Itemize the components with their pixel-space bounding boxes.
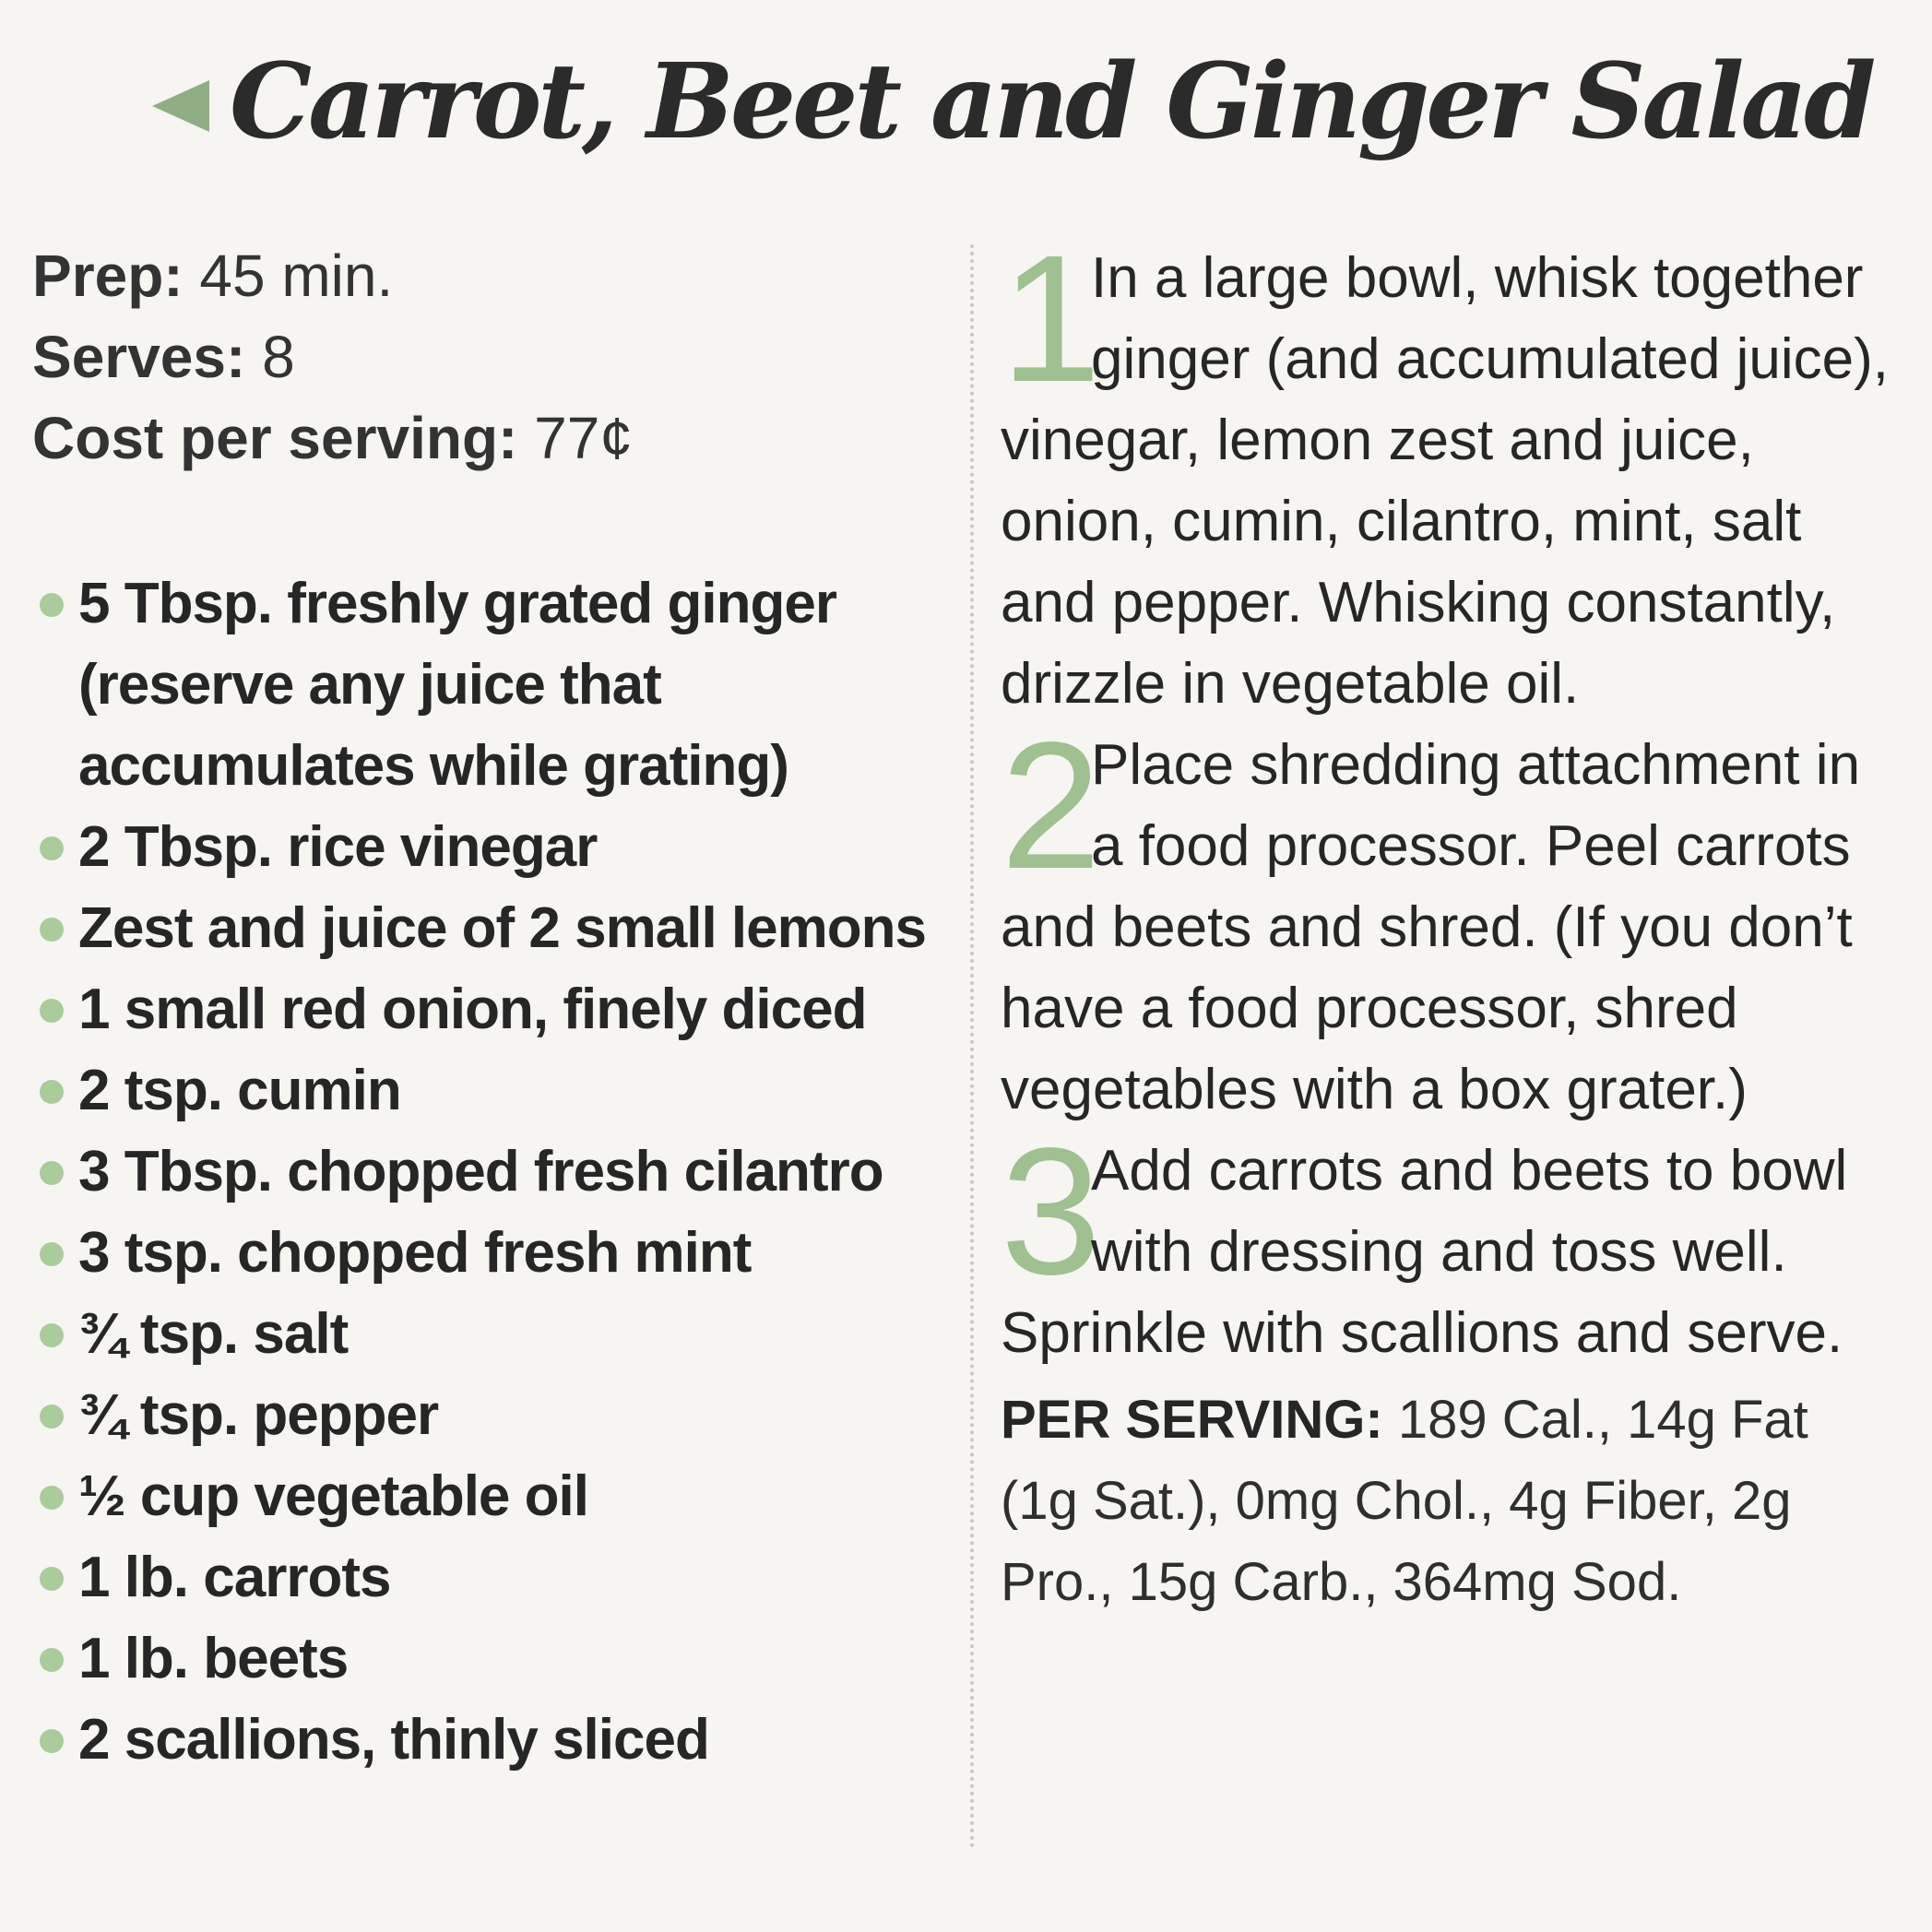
bullet-dot-icon (40, 1567, 64, 1591)
ingredient-item (32, 563, 954, 807)
ingredient-text: 3 tsp. chopped fresh mint (78, 1221, 752, 1285)
ingredient-item (32, 1537, 954, 1618)
ingredient-item (32, 1375, 954, 1456)
serves-label: Serves: (32, 324, 246, 390)
ingredient-item (32, 1050, 954, 1132)
prep-label: Prep: (32, 243, 184, 309)
ingredient-item (32, 969, 954, 1050)
ingredient-text: 1 lb. beets (78, 1627, 349, 1690)
ingredient-text: 2 Tbsp. rice vinegar (78, 815, 598, 879)
bullet-dot-icon (40, 918, 64, 942)
ingredient-text: 5 Tbsp. freshly grated ginger (reserve any juice that accumulates while grating) (78, 572, 836, 798)
bullet-dot-icon (40, 1161, 64, 1185)
ingredient-text: ¾ tsp. salt (78, 1302, 349, 1366)
ingredient-list (32, 563, 954, 1781)
triangle-marker-icon (152, 80, 209, 132)
cost-line (32, 397, 954, 479)
ingredient-item (32, 1132, 954, 1213)
cost-label: Cost per serving: (32, 405, 518, 471)
ingredient-text: 2 scallions, thinly sliced (78, 1708, 709, 1772)
title-row (152, 28, 1904, 175)
step-number: 1 (1001, 218, 1102, 420)
bullet-dot-icon (40, 1648, 64, 1672)
ingredient-item (32, 1700, 954, 1781)
ingredient-item (32, 1456, 954, 1537)
step-1 (1001, 218, 1900, 725)
bullet-dot-icon (40, 1242, 64, 1266)
nutrition-info (1001, 1380, 1900, 1623)
recipe-meta (32, 235, 954, 479)
step-number: 2 (1001, 705, 1102, 907)
serves-value: 8 (262, 324, 295, 390)
cost-value: 77¢ (534, 405, 633, 471)
step-3 (1001, 1110, 1900, 1374)
ingredient-item (32, 888, 954, 969)
bullet-dot-icon (40, 1405, 64, 1428)
prep-value: 45 min. (199, 243, 394, 309)
nutrition-value: 189 Cal., 14g Fat (1g Sat.), 0mg Chol., 4g Fiber, 2g Pro., 15g Carb., 364mg Sod. (1001, 1390, 1808, 1612)
bullet-dot-icon (40, 1486, 64, 1510)
bullet-dot-icon (40, 1323, 64, 1347)
ingredient-text: ½ cup vegetable oil (78, 1464, 588, 1528)
ingredient-item (32, 1618, 954, 1700)
bullet-dot-icon (40, 999, 64, 1023)
bullet-dot-icon (40, 593, 64, 617)
nutrition-label: PER SERVING: (1001, 1390, 1383, 1450)
ingredient-text: Zest and juice of 2 small lemons (78, 896, 926, 960)
serves-line (32, 316, 954, 397)
step-2 (1001, 705, 1900, 1131)
ingredient-item (32, 807, 954, 888)
recipe-title: Carrot, Beet and Ginger Salad (230, 41, 1873, 162)
step-text: Add carrots and beets to bowl with dressing and toss well. Sprinkle with scallions and serve. (1001, 1139, 1848, 1365)
bullet-dot-icon (40, 1729, 64, 1753)
ingredients-column (32, 235, 954, 1781)
ingredient-text: ¾ tsp. pepper (78, 1383, 439, 1447)
ingredient-text: 3 Tbsp. chopped fresh cilantro (78, 1140, 883, 1203)
step-text: Place shredding attachment in a food processor. Peel carrots and beets and shred. (If you don’t have a food processor, shred vegetables with a box grater.) (1001, 733, 1861, 1121)
prep-line (32, 235, 954, 316)
ingredient-item (32, 1213, 954, 1294)
step-number: 3 (1001, 1110, 1102, 1312)
ingredient-item (32, 1294, 954, 1375)
bullet-dot-icon (40, 836, 64, 860)
ingredient-text: 1 lb. carrots (78, 1546, 391, 1609)
step-text: In a large bowl, whisk together ginger (and accumulated juice), vinegar, lemon zest and juice, onion, cumin, cilantro, mint, salt and pepper. Whisking constantly, drizzle in vegetable oil. (1001, 246, 1890, 716)
ingredient-text: 1 small red onion, finely diced (78, 978, 867, 1041)
ingredient-text: 2 tsp. cumin (78, 1059, 401, 1122)
bullet-dot-icon (40, 1080, 64, 1104)
directions-column (1001, 218, 1900, 1623)
column-divider (970, 244, 974, 1849)
